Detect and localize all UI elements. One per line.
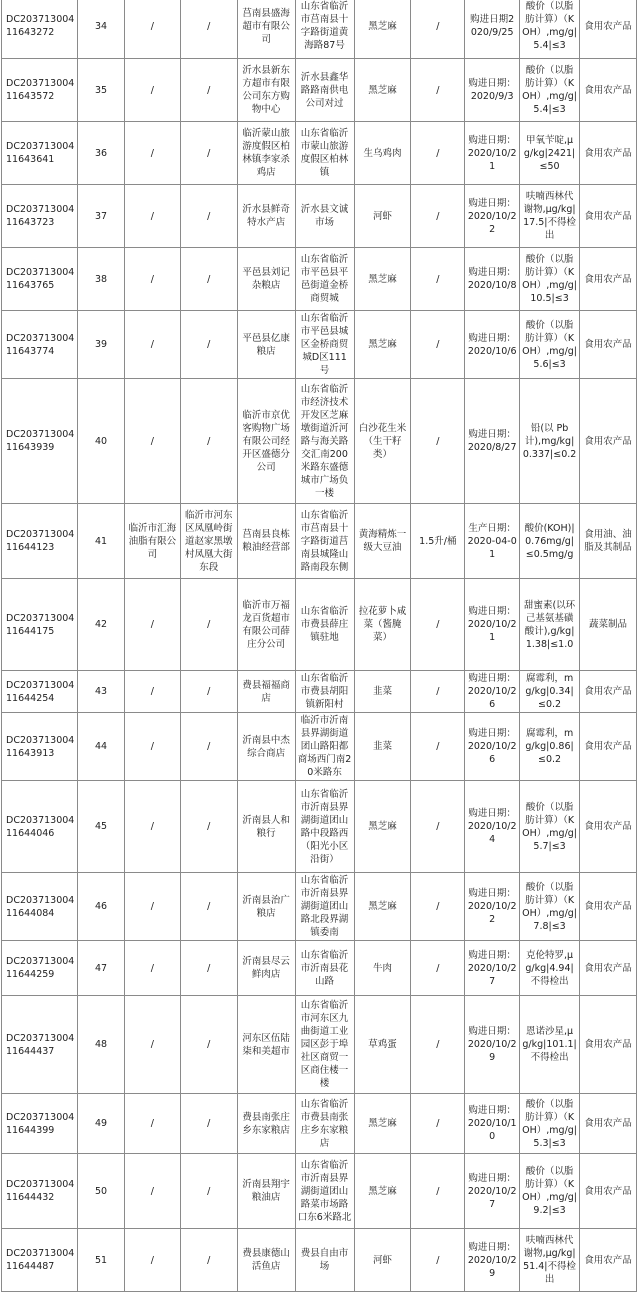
table-row [2, 59, 637, 122]
seller-name: 沂南县尽云鲜肉店 [237, 941, 295, 996]
row-number: 50 [78, 1154, 125, 1229]
date: 购进日期：2020/10/10 [465, 1094, 520, 1154]
producer-name: 临沂市汇海油脂有限公司 [124, 504, 180, 579]
table-row [2, 1094, 637, 1154]
seller-address: 山东省临沂市费县南张庄乡东家粮店 [295, 1094, 354, 1154]
producer-address: / [180, 0, 237, 59]
row-number: 38 [78, 248, 125, 311]
seller-name: 费县康德山活鱼店 [237, 1229, 295, 1292]
seller-address: 山东省临沂市莒南县十字路街道莒南县城隆山路南段东侧 [295, 504, 354, 579]
producer-address: / [180, 873, 237, 941]
failed-item: 呋喃西林代谢物,μg/kg|51.4|不得检出 [520, 1229, 580, 1292]
sample-code: DC20371300411644175 [2, 579, 78, 671]
date: 购进日期：2020/10/21 [465, 122, 520, 185]
producer-address: / [180, 579, 237, 671]
date: 购进日期：2020/8/27 [465, 379, 520, 504]
table-row [2, 941, 637, 996]
failed-item: 酸价（以脂肪计算）（KOH）,mg/g|5.6|≤3 [520, 311, 580, 379]
table-row [2, 311, 637, 379]
table-row [2, 1229, 637, 1292]
failed-item: 呋喃西林代谢物,μg/kg|17.5|不得检出 [520, 185, 580, 248]
sample-name: 生乌鸡肉 [354, 122, 411, 185]
producer-name: / [124, 248, 180, 311]
producer-name: / [124, 59, 180, 122]
seller-address: 山东省临沂市费县薛庄镇驻地 [295, 579, 354, 671]
table-row [2, 248, 637, 311]
specification: / [411, 185, 465, 248]
date: 购进日期：2020/9/3 [465, 59, 520, 122]
failed-item: 酸价（以脂肪计算）（KOH）,mg/g|9.2|≤3 [520, 1154, 580, 1229]
row-number: 34 [78, 0, 125, 59]
producer-address: / [180, 671, 237, 713]
date: 购进日期：2020/10/22 [465, 873, 520, 941]
date: 购进日期：2020/10/8 [465, 248, 520, 311]
producer-address: / [180, 122, 237, 185]
specification: / [411, 379, 465, 504]
sample-name: 黄海精炼一级大豆油 [354, 504, 411, 579]
producer-name: / [124, 713, 180, 781]
seller-address: 沂水县文诚市场 [295, 185, 354, 248]
sample-code: DC20371300411643572 [2, 59, 78, 122]
sample-code: DC20371300411644123 [2, 504, 78, 579]
sample-code: DC20371300411644254 [2, 671, 78, 713]
specification: / [411, 311, 465, 379]
seller-address: 山东省临沂市沂南县界湖街道团山路中段路西（阳光小区沿街） [295, 781, 354, 873]
seller-name: 沂南县中杰综合商店 [237, 713, 295, 781]
failed-item: 铅(以 Pb 计),mg/kg|0.337|≤0.2 [520, 379, 580, 504]
producer-address: / [180, 311, 237, 379]
failed-item: 酸价（以脂肪计算）（KOH）,mg/g|5.3|≤3 [520, 1094, 580, 1154]
seller-name: 临沂蒙山旅游度假区柏林镇李家杀鸡店 [237, 122, 295, 185]
row-number: 48 [78, 996, 125, 1094]
category: 食用农产品 [580, 873, 637, 941]
category: 食用油、油脂及其制品 [580, 504, 637, 579]
sample-code: DC20371300411644399 [2, 1094, 78, 1154]
seller-name: 临沂市万福龙百货超市有限公司薛庄分公司 [237, 579, 295, 671]
seller-name: 平邑县刘记杂粮店 [237, 248, 295, 311]
table-row [2, 996, 637, 1094]
table-row [2, 185, 637, 248]
sample-name: 黑芝麻 [354, 59, 411, 122]
sample-code: DC20371300411643641 [2, 122, 78, 185]
seller-address: 山东省临沂市沂南县花山路 [295, 941, 354, 996]
seller-name: 沂南县翔宇粮油店 [237, 1154, 295, 1229]
sample-name: 黑芝麻 [354, 1094, 411, 1154]
date: 购进日期：2020/10/24 [465, 781, 520, 873]
specification: / [411, 1154, 465, 1229]
producer-name: / [124, 122, 180, 185]
producer-name: / [124, 1154, 180, 1229]
sample-name: 河虾 [354, 185, 411, 248]
sample-code: DC20371300411644432 [2, 1154, 78, 1229]
category: 食用农产品 [580, 1094, 637, 1154]
specification: / [411, 248, 465, 311]
row-number: 36 [78, 122, 125, 185]
sample-name: 河虾 [354, 1229, 411, 1292]
row-number: 37 [78, 185, 125, 248]
seller-address: 山东省临沂市莒南县十字路街道黄海路87号 [295, 0, 354, 59]
failed-item: 酸价（以脂肪计算）（KOH）,mg/g|5.4|≤3 [520, 0, 580, 59]
seller-name: 河东区伍陆柒和美超市 [237, 996, 295, 1094]
table-row [2, 122, 637, 185]
sample-name: 草鸡蛋 [354, 996, 411, 1094]
category: 食用农产品 [580, 185, 637, 248]
sample-name: 韭菜 [354, 671, 411, 713]
failed-item: 甜蜜素(以环己基氨基磺酸计),g/kg|1.38|≤1.0 [520, 579, 580, 671]
sample-name: 白沙花生米（生干籽类） [354, 379, 411, 504]
row-number: 47 [78, 941, 125, 996]
seller-address: 山东省临沂市平邑县城区金桥商贸城D区111号 [295, 311, 354, 379]
category: 食用农产品 [580, 1229, 637, 1292]
specification: / [411, 873, 465, 941]
date: 购进日期：2020/10/26 [465, 713, 520, 781]
row-number: 35 [78, 59, 125, 122]
producer-name: / [124, 579, 180, 671]
specification: / [411, 1229, 465, 1292]
sample-code: DC20371300411643939 [2, 379, 78, 504]
seller-address: 山东省临沂市平邑县平邑街道金桥商贸城 [295, 248, 354, 311]
sample-name: 黑芝麻 [354, 1154, 411, 1229]
producer-address: / [180, 713, 237, 781]
row-number: 42 [78, 579, 125, 671]
table-row [2, 1154, 637, 1229]
sample-code: DC20371300411644084 [2, 873, 78, 941]
sample-code: DC20371300411643913 [2, 713, 78, 781]
table-row [2, 671, 637, 713]
sample-code: DC20371300411643272 [2, 0, 78, 59]
seller-address: 山东省临沂市沂南县界湖街道团山路北段界湖镇委南 [295, 873, 354, 941]
producer-name: / [124, 1229, 180, 1292]
specification: / [411, 713, 465, 781]
producer-address: / [180, 59, 237, 122]
producer-address: / [180, 1094, 237, 1154]
category: 蔬菜制品 [580, 579, 637, 671]
producer-address: / [180, 781, 237, 873]
sample-code: DC20371300411644046 [2, 781, 78, 873]
specification: / [411, 996, 465, 1094]
seller-name: 沂南县治广粮店 [237, 873, 295, 941]
failed-item: 酸价（以脂肪计算）（KOH）,mg/g|5.4|≤3 [520, 59, 580, 122]
specification: / [411, 0, 465, 59]
date: 购进日期：2020/10/29 [465, 1229, 520, 1292]
table-row [2, 379, 637, 504]
sample-code: DC20371300411644437 [2, 996, 78, 1094]
date: 购进日期：2020/10/27 [465, 1154, 520, 1229]
sample-name: 韭菜 [354, 713, 411, 781]
inspection-document [1, 0, 637, 1292]
table-row [2, 873, 637, 941]
sample-code: DC20371300411643723 [2, 185, 78, 248]
date: 生产日期：2020-04-01 [465, 504, 520, 579]
failed-item: 酸价(KOH)|0.76mg/g|≤0.5mg/g [520, 504, 580, 579]
specification: / [411, 59, 465, 122]
failed-item: 甲氧苄啶,μg/kg|2421|≤50 [520, 122, 580, 185]
specification: / [411, 579, 465, 671]
sample-code: DC20371300411644487 [2, 1229, 78, 1292]
sample-code: DC20371300411644259 [2, 941, 78, 996]
producer-name: / [124, 1094, 180, 1154]
producer-name: / [124, 941, 180, 996]
seller-address: 费县自由市场 [295, 1229, 354, 1292]
specification: / [411, 671, 465, 713]
failed-item: 腐霉利，mg/kg|0.34|≤0.2 [520, 671, 580, 713]
failed-item: 恩诺沙星,μg/kg|101.1|不得检出 [520, 996, 580, 1094]
date: 购进日期：2020/10/29 [465, 996, 520, 1094]
producer-name: / [124, 671, 180, 713]
seller-name: 沂水县新东方超市有限公司东方购物中心 [237, 59, 295, 122]
row-number: 51 [78, 1229, 125, 1292]
producer-address: 临沂市河东区凤凰岭街道赵家黑墩村凤凰大街东段 [180, 504, 237, 579]
category: 食用农产品 [580, 671, 637, 713]
category: 食用农产品 [580, 996, 637, 1094]
category: 食用农产品 [580, 248, 637, 311]
row-number: 49 [78, 1094, 125, 1154]
producer-address: / [180, 248, 237, 311]
failed-item: 克伦特罗,μg/kg|4.94|不得检出 [520, 941, 580, 996]
date: 购进日期：2020/10/27 [465, 941, 520, 996]
producer-name: / [124, 379, 180, 504]
sample-name: 黑芝麻 [354, 781, 411, 873]
seller-address: 山东省临沂市费县胡阳镇新阳村 [295, 671, 354, 713]
sample-name: 牛肉 [354, 941, 411, 996]
failed-item: 酸价（以脂肪计算）（KOH）,mg/g|7.8|≤3 [520, 873, 580, 941]
seller-name: 费县福福商店 [237, 671, 295, 713]
row-number: 45 [78, 781, 125, 873]
category: 食用农产品 [580, 713, 637, 781]
seller-address: 沂水县鑫华路路南供电公司对过 [295, 59, 354, 122]
producer-address: / [180, 1154, 237, 1229]
specification: 1.5升/桶 [411, 504, 465, 579]
specification: / [411, 122, 465, 185]
sample-name: 拉花萝卜咸菜（酱腌菜） [354, 579, 411, 671]
producer-name: / [124, 873, 180, 941]
producer-address: / [180, 1229, 237, 1292]
inspection-table [1, 0, 637, 1292]
category: 食用农产品 [580, 59, 637, 122]
row-number: 46 [78, 873, 125, 941]
seller-address: 临沂市沂南县界湖街道团山路阳都商场西门南20米路东 [295, 713, 354, 781]
category: 食用农产品 [580, 941, 637, 996]
sample-code: DC20371300411643774 [2, 311, 78, 379]
category: 食用农产品 [580, 311, 637, 379]
category: 食用农产品 [580, 781, 637, 873]
producer-name: / [124, 0, 180, 59]
producer-name: / [124, 781, 180, 873]
date: 购进日期2020/9/25 [465, 0, 520, 59]
date: 购进日期：2020/10/26 [465, 671, 520, 713]
failed-item: 酸价（以脂肪计算）（KOH）,mg/g|5.7|≤3 [520, 781, 580, 873]
specification: / [411, 781, 465, 873]
seller-name: 沂水县鲜奇特水产店 [237, 185, 295, 248]
row-number: 44 [78, 713, 125, 781]
row-number: 43 [78, 671, 125, 713]
table-row [2, 713, 637, 781]
date: 购进日期：2020/10/21 [465, 579, 520, 671]
date: 购进日期：2020/10/22 [465, 185, 520, 248]
row-number: 40 [78, 379, 125, 504]
category: 食用农产品 [580, 1154, 637, 1229]
category: 食用农产品 [580, 0, 637, 59]
specification: / [411, 941, 465, 996]
table-row [2, 0, 637, 59]
seller-address: 山东省临沂市经济技术开发区芝麻墩街道沂河路与海关路交汇南200米路东盛德城市广场负一楼 [295, 379, 354, 504]
table-row [2, 781, 637, 873]
producer-address: / [180, 996, 237, 1094]
seller-address: 山东省临沂市河东区九曲街道工业园区彭于埠社区商贸一区商住楼一楼 [295, 996, 354, 1094]
seller-name: 平邑县亿康粮店 [237, 311, 295, 379]
seller-name: 费县南张庄乡东家粮店 [237, 1094, 295, 1154]
specification: / [411, 1094, 465, 1154]
category: 食用农产品 [580, 379, 637, 504]
producer-name: / [124, 311, 180, 379]
seller-address: 山东省临沂市蒙山旅游度假区柏林镇 [295, 122, 354, 185]
seller-name: 临沂市京优客购物广场有限公司经开区盛德分公司 [237, 379, 295, 504]
seller-name: 莒南县良栋粮油经营部 [237, 504, 295, 579]
producer-address: / [180, 379, 237, 504]
seller-address: 山东省临沂市沂南县界湖街道团山路菜市场路口东6米路北 [295, 1154, 354, 1229]
seller-name: 沂南县人和粮行 [237, 781, 295, 873]
producer-address: / [180, 185, 237, 248]
producer-name: / [124, 996, 180, 1094]
row-number: 39 [78, 311, 125, 379]
sample-code: DC20371300411643765 [2, 248, 78, 311]
producer-name: / [124, 185, 180, 248]
seller-name: 莒南县盛海超市有限公司 [237, 0, 295, 59]
failed-item: 酸价（以脂肪计算）（KOH）,mg/g|10.5|≤3 [520, 248, 580, 311]
sample-name: 黑芝麻 [354, 248, 411, 311]
sample-name: 黑芝麻 [354, 873, 411, 941]
date: 购进日期：2020/10/6 [465, 311, 520, 379]
row-number: 41 [78, 504, 125, 579]
table-row [2, 504, 637, 579]
failed-item: 腐霉利，mg/kg|0.86|≤0.2 [520, 713, 580, 781]
category: 食用农产品 [580, 122, 637, 185]
sample-name: 黑芝麻 [354, 311, 411, 379]
table-row [2, 579, 637, 671]
sample-name: 黑芝麻 [354, 0, 411, 59]
table-body [2, 0, 637, 1292]
producer-address: / [180, 941, 237, 996]
